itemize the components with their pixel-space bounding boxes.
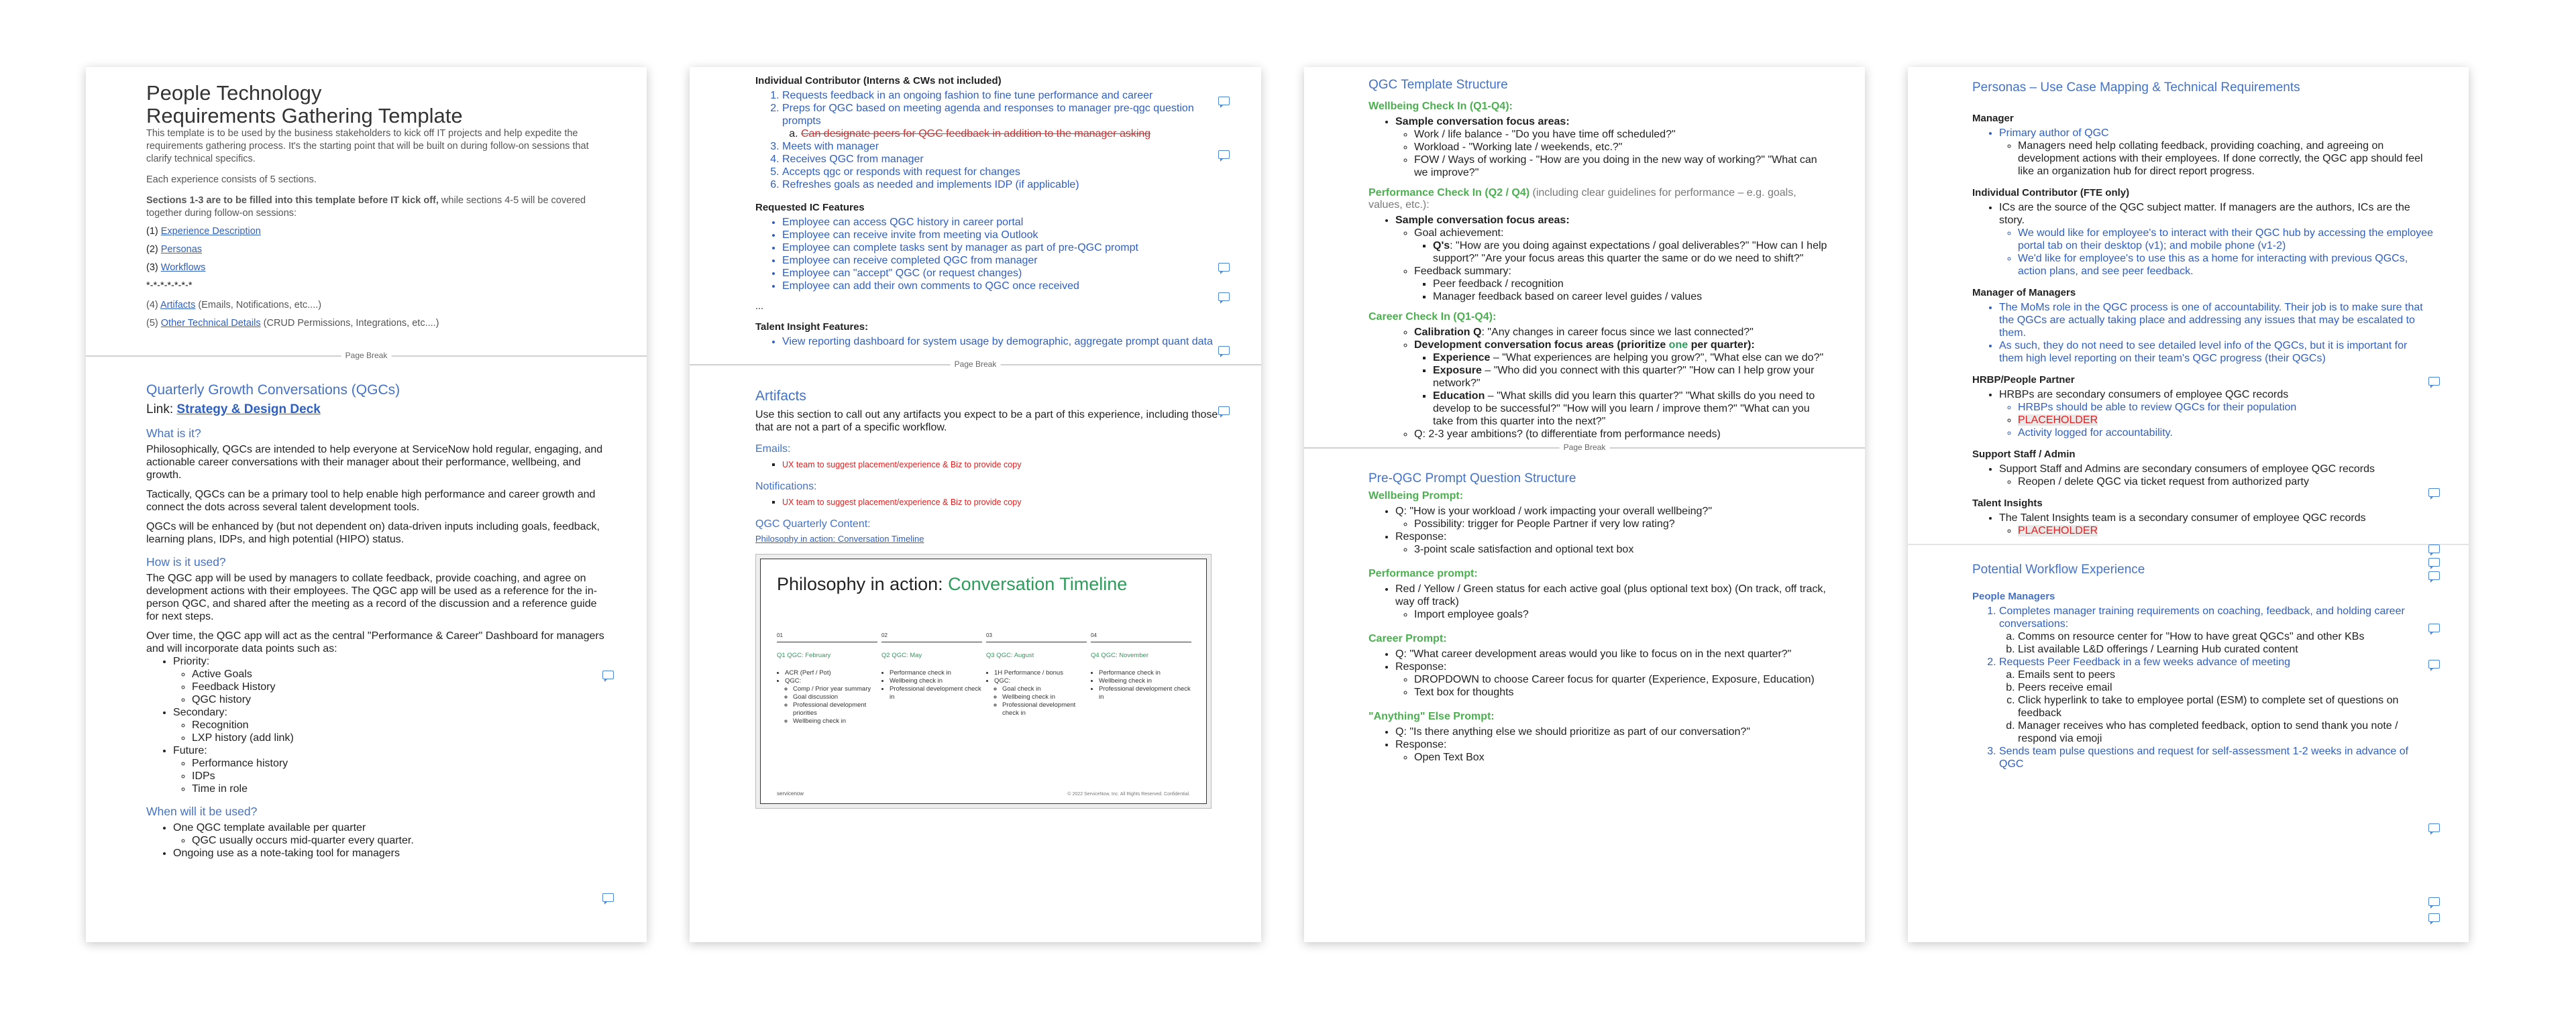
comment-icon[interactable] [2428,660,2440,669]
list-item: ◦ Professional development priorities [793,701,877,717]
how-p1: The QGC app will be used by managers to collate feedback, provide coaching, and agree on development actions with their employees. The QGC app will be used as a reference for the in-person QGC, and shared after the meeting as a record of the discussion and a reference guide for next steps. [146,573,598,622]
list-item: ◦ Open Text Box [1414,751,1830,764]
slide-copyright: © 2022 ServiceNow, Inc. All Rights Reserved. Confidential. [1067,792,1190,797]
pp-item: Red / Yellow / Green status for each active goal (plus optional text box) (On track, off track, way off track) [1395,583,1826,608]
dev-label: Development conversation focus areas (prioritize [1414,339,1669,351]
list-item: ◦ Goal check in [1002,685,1087,693]
document-page-3 [1304,67,1865,942]
list-item [1414,326,1830,339]
artifacts-heading: Artifacts [755,388,806,404]
comment-icon[interactable] [1218,346,1230,355]
list-item: 3. Meets with manager [782,140,1226,153]
list-item [173,655,612,706]
list-item: ◦ Managers need help collating feedback, providing coaching, and agreeing on development actions with their employees. If done correctly, the QGC app should feel like an organization hub for direct report progress. [2018,139,2434,178]
goal-achievement: Goal achievement: [1414,227,1504,239]
slide-col-quarter: Q3 QGC: August [986,652,1034,659]
section-divider: *-*-*-*-*-*-* [146,280,193,291]
list-item [1999,605,2434,656]
talent-insights-heading: Talent Insights [1972,498,2043,509]
list-item: 3. Sends team pulse questions and request for self-assessment 1-2 weeks in advance of QGC [1999,745,2434,770]
manager-heading: Manager [1972,113,2014,124]
hrbp-heading: HRBP/People Partner [1972,374,2075,386]
link-workflows[interactable]: Workflows [160,262,206,273]
comment-icon[interactable] [1218,263,1230,272]
support-heading: Support Staff / Admin [1972,449,2076,460]
list-item: ◦ IDPs [192,770,612,783]
notifications-item: UX team to suggest placement/experience & Biz to provide copy [782,498,1022,507]
list-item [801,127,1226,140]
list-item [1395,505,1830,530]
sections-count: Each experience consists of 5 sections. [146,174,317,185]
page-break [86,351,647,370]
list-item [785,677,877,726]
list-item [2018,524,2434,537]
comment-icon[interactable] [1218,97,1230,105]
dev-rest: per quarter): [1688,339,1755,351]
list-item: • Employee can add their own comments to QGC once received [782,280,1226,292]
list-item: • View reporting dashboard for system usage by demographic, aggregate prompt quant data [782,335,1226,348]
s1-num: (1) [146,226,158,237]
list-item: ◦ QGC history [192,693,612,706]
slide-title-b: Conversation Timeline [948,574,1128,594]
slide-col-quarter: Q4 QGC: November [1091,652,1149,659]
sections-note-rest: while sections 4-5 will be covered together during follow-on sessions: [146,195,586,219]
slide-qgc-label: QGC: [785,677,802,685]
list-item: ◦ Goal discussion [793,693,877,701]
list-item [782,458,1226,471]
list-item [1999,127,2434,178]
comment-icon[interactable] [2428,558,2440,567]
comment-icon[interactable] [2428,488,2440,497]
list-item: ◦ Q: 2-3 year ambitions? (to differentiate from performance needs) [1414,428,1830,441]
req-heading: Requested IC Features [755,202,865,213]
list-item [1395,115,1830,179]
feedback-summary: Feedback summary: [1414,266,1511,277]
slide-col-quarter: Q1 QGC: February [777,652,831,659]
future-label: Future: [173,745,207,756]
slide-logo: servicenow [777,791,804,797]
doc-title-line-1: People Technology [146,81,322,105]
link-label: Link: [146,402,177,416]
list-item: • Performance check in [890,669,982,677]
list-item: ◦ LXP history (add link) [192,732,612,744]
qs-label: Q's [1433,240,1450,251]
list-item [1395,530,1830,556]
list-item: ◦ Work / life balance - "Do you have time off scheduled?" [1414,128,1830,141]
list-item: ◦ FOW / Ways of working - "How are you doing in the new way of working?" "What can we improve?" [1414,154,1830,179]
qs-text: : "How are you doing against expectations / goal deliverables?" "How can I help support?" "Are your focus areas this quarter the same or do we need to shift?" [1433,240,1827,264]
list-item: 1. Requests feedback in an ongoing fashion to fine tune performance and career [782,89,1226,102]
secondary-label: Secondary: [173,707,227,718]
career-prompt-heading: Career Prompt: [1368,633,1447,644]
list-item: • Professional development check in [890,685,982,701]
list-item: ◦ Activity logged for accountability. [2018,426,2434,439]
what-p2: Tactically, QGCs can be a primary tool to help enable high performance and career growth and connect the dots across several talent development tools. [146,489,596,513]
list-item: ▪ Manager feedback based on career level guides / values [1433,290,1830,303]
list-item [1433,351,1830,364]
link-conversation-timeline[interactable]: Philosophy in action: Conversation Timeline [755,534,924,544]
list-item [1414,265,1830,303]
ellipsis: ... [755,301,764,312]
list-item: 4. Receives QGC from manager [782,153,1226,166]
page-break [1304,443,1865,462]
list-item: d. Manager receives who has completed feedback, option to send thank you note / respond via emoji [2018,720,2434,745]
list-item: • The MoMs role in the QGC process is one of accountability. Their job is to make sure that the QGCs are actually taking place and addressing any issues that may be escalated to them. [1999,301,2434,339]
what-heading: What is it? [146,426,201,440]
list-item: ◦ Text box for thoughts [1414,686,1830,699]
priority-label: Priority: [173,656,210,667]
pm-1: Completes manager training requirements on coaching, feedback, and holding career conversations: [1999,606,2405,630]
list-item: ◦ Wellbeing check in [793,717,877,726]
comment-icon[interactable] [2428,823,2440,832]
list-item: • Employee can receive invite from meeting via Outlook [782,229,1226,241]
list-item: • Performance check in [1099,669,1191,677]
exp-text: – "What experiences are helping you grow?", "What else can we do?" [1490,352,1824,363]
s5-rest: (CRUD Permissions, Integrations, etc....) [260,318,439,329]
comment-icon[interactable] [1218,292,1230,301]
list-item: ◦ Workload - "Working late / weekends, etc.?" [1414,141,1830,154]
sup-1: Support Staff and Admins are secondary consumers of employee QGC records [1999,463,2375,475]
list-item: ◦ 3-point scale satisfaction and optional text box [1414,543,1830,556]
list-item: b. Peers receive email [2018,681,2434,694]
s3-num: (3) [146,262,158,273]
response-label: Response: [1395,661,1447,673]
how-p2: Over time, the QGC app will act as the central "Performance & Career" Dashboard for managers and will incorporate data points such as: [146,630,604,654]
list-item [173,706,612,744]
list-item: • Q: "What career development areas would you like to focus on in the next quarter?" [1395,648,1830,660]
list-item: ◦ We'd like for employee's to use this as a home for interacting with previous QGCs, action plans, and see peer feedback. [2018,252,2434,278]
expo-label: Exposure [1433,365,1482,376]
sections-note-bold: Sections 1-3 are to be filled into this template before IT kick off, [146,195,439,206]
page-break-label: Page Break [1560,443,1610,452]
ic-list [755,89,1226,191]
how-heading: How is it used? [146,555,226,569]
calib-text: : "Any changes in career focus since we last connected?" [1481,327,1754,338]
people-managers-heading: People Managers [1972,591,2055,602]
document-page-2 [690,67,1261,942]
perf-h-rest: (including clear guidelines for performance – e.g. goals, values, etc.): [1368,187,1796,211]
list-item [1395,583,1830,621]
list-item [1433,239,1830,265]
comment-icon[interactable] [2428,571,2440,580]
list-item: ◦ Wellbeing check in [1002,693,1087,701]
comment-icon[interactable] [2428,624,2440,632]
list-item: c. Click hyperlink to take to employee portal (ESM) to complete set of questions on feedback [2018,694,2434,720]
list-item: 6. Refreshes goals as needed and implements IDP (if applicable) [782,178,1226,191]
placeholder-text: PLACEHOLDER [2018,525,2098,536]
list-item [1999,512,2434,537]
hrbp-1: HRBPs are secondary consumers of employee QGC records [1999,389,2289,400]
workflow-heading: Potential Workflow Experience [1972,563,2145,577]
list-item [1414,227,1830,265]
sections-note [146,194,612,220]
edu-text: – "What skills did you learn this quarter?" "What skills do you need to develop to be successful?" "How will you learn / improve them?" "What can you take from this quarter into the next?" [1433,390,1815,427]
list-item [173,744,612,795]
page-break [690,359,1261,379]
list-item [1395,214,1830,303]
comment-icon[interactable] [2428,377,2440,386]
list-item: • Ongoing use as a note-taking tool for managers [173,847,612,860]
exp-label: Experience [1433,352,1491,363]
slide-qgc-label: QGC: [994,677,1011,685]
page-break-label: Page Break [341,351,392,360]
list-item: ◦ We would like for employee's to interact with their QGC hub by accessing the employee portal tab on their desktop (v1); and mobile phone (v1-2) [2018,227,2434,252]
document-page-4 [1908,67,2469,942]
list-item: ◦ Performance history [192,757,612,770]
list-item: ▪ Peer feedback / recognition [1433,278,1830,290]
slide-col-2 [881,632,982,701]
list-item: • Employee can complete tasks sent by manager as part of pre-QGC prompt [782,241,1226,254]
ic-fte-heading: Individual Contributor (FTE only) [1972,187,2130,198]
comment-icon[interactable] [1218,150,1230,159]
list-item [1414,339,1830,428]
performance-prompt-heading: Performance prompt: [1368,568,1478,579]
list-item: • Employee can receive completed QGC from manager [782,254,1226,267]
template-structure-heading: QGC Template Structure [1368,78,1508,92]
slide-col-num: 01 [777,632,877,642]
list-item: • Q: "Is there anything else we should prioritize as part of our conversation?" [1395,726,1830,738]
list-item [1395,660,1830,699]
comment-icon[interactable] [2428,913,2440,922]
list-item [1999,388,2434,439]
slide-col-4 [1091,632,1191,701]
list-item: • Wellbeing check in [890,677,982,685]
notifications-heading: Notifications: [755,481,817,492]
slide-col-3 [986,632,1087,717]
calib-label: Calibration Q [1414,327,1482,338]
list-item [2018,414,2434,426]
slide-col-num: 04 [1091,632,1191,642]
list-item: ◦ Import employee goals? [1414,608,1830,621]
perf-h: Performance Check In (Q2 / Q4) [1368,187,1530,198]
list-item: ◦ QGC usually occurs mid-quarter every quarter. [192,834,612,847]
link-personas[interactable]: Personas [160,244,203,255]
qgc-title: Quarterly Growth Conversations (QGCs) [146,382,400,398]
emails-heading: Emails: [755,443,791,455]
ic-heading: Individual Contributor (Interns & CWs not included) [755,75,1002,87]
wellbeing-heading: Wellbeing Check In (Q1-Q4): [1368,101,1513,112]
link-strategy-design-deck[interactable]: Strategy & Design Deck [176,402,321,416]
list-item [1999,201,2434,278]
wellbeing-prompt-heading: Wellbeing Prompt: [1368,490,1464,502]
when-1: One QGC template available per quarter [173,822,366,833]
embedded-slide-image [755,554,1212,809]
list-item [1433,390,1830,428]
artifacts-text: Use this section to call out any artifacts you expect to be a part of this experience, including those that are not a part of a specific workflow. [755,409,1218,433]
list-item: ◦ Time in role [192,783,612,795]
list-item: ◦ Possibility: trigger for People Partner if very low rating? [1414,518,1830,530]
list-item: ◦ Comp / Prior year summary [793,685,877,693]
s4-rest: (Emails, Notifications, etc....) [195,300,322,310]
page-break-label: Page Break [951,359,1001,369]
list-item: ◦ DROPDOWN to choose Career focus for quarter (Experience, Exposure, Education) [1414,673,1830,686]
list-item: ◦ Active Goals [192,668,612,681]
comment-icon[interactable] [602,671,614,679]
document-page-1 [86,67,647,942]
slide-col-num: 02 [881,632,982,642]
list-item: • ACR (Perf / Pot) [785,669,877,677]
pm-2: Requests Peer Feedback in a few weeks advance of meeting [1999,656,2291,668]
placeholder-text: PLACEHOLDER [2018,414,2098,426]
list-item [1999,463,2434,488]
perf-focus: Sample conversation focus areas: [1395,215,1570,226]
mgr-1: Primary author of QGC [1999,127,2109,139]
list-item: a. Emails sent to peers [2018,669,2434,681]
intro-text: This template is to be used by the business stakeholders to kick off IT projects and help expedite the requirements gathering process. It's the starting point that will be built on during follow-on sessions that clarify technical specifics. [146,128,589,164]
edu-label: Education [1433,390,1485,402]
comment-icon[interactable] [2428,897,2440,906]
slide-col-num: 03 [986,632,1087,642]
data-points-list [146,655,612,795]
link-experience-description[interactable]: Experience Description [160,226,261,237]
anything-else-heading: "Anything" Else Prompt: [1368,711,1495,722]
wbp-q: Q: "How is your workload / work impacting your overall wellbeing?" [1395,506,1712,517]
comment-icon[interactable] [602,893,614,902]
list-item: b. List available L&D offerings / Learning Hub curated content [2018,643,2434,656]
list-item [782,496,1226,509]
list-item: ◦ Recognition [192,719,612,732]
emails-item: UX team to suggest placement/experience & Biz to provide copy [782,460,1022,469]
list-item: • Employee can "accept" QGC (or request changes) [782,267,1226,280]
list-item: ◦ Professional development check in [1002,701,1087,717]
struck-text: Can designate peers for QGC feedback in addition to the manager asking [801,128,1151,139]
list-item: • 1H Performance / bonus [994,669,1087,677]
icf-1: ICs are the source of the QGC subject matter. If managers are the authors, ICs are the story. [1999,202,2410,226]
list-item: • Wellbeing check in [1099,677,1191,685]
slide-title-a: Philosophy in action: [777,574,949,594]
list-item: ◦ HRBPs should be able to review QGCs for their population [2018,401,2434,414]
ti-1: The Talent Insights team is a secondary consumer of employee QGC records [1999,512,2366,524]
qgc-content-heading: QGC Quarterly Content: [755,518,871,530]
list-item: ◦ Feedback History [192,681,612,693]
wb-focus: Sample conversation focus areas: [1395,116,1570,127]
pre-qgc-heading: Pre-QGC Prompt Question Structure [1368,471,1576,485]
list-item: 5. Accepts qgc or responds with request for changes [782,166,1226,178]
link-other-technical-details[interactable]: Other Technical Details [160,318,261,329]
response-label: Response: [1395,531,1447,542]
dev-one: one [1668,339,1688,351]
slide-title [777,574,1127,595]
list-item: • Employee can access QGC history in career portal [782,216,1226,229]
list-item: • As such, they do not need to see detailed level info of the QGCs, but it is important for them high level reporting on their team's QGC progress (their QGCs) [1999,339,2434,365]
what-p1: Philosophically, QGCs are intended to help everyone at ServiceNow hold regular, engaging, and actionable career conversations with their manager about their performance, wellbeing, and growth. [146,444,603,481]
comment-icon[interactable] [2428,544,2440,553]
list-item [782,102,1226,140]
comment-icon[interactable] [1218,406,1230,415]
ti-heading: Talent Insight Features: [755,321,869,333]
link-artifacts[interactable]: Artifacts [160,300,196,310]
doc-title-line-2: Requirements Gathering Template [146,104,463,127]
s4-num: (4) [146,300,158,310]
ic-item-2: Preps for QGC based on meeting agenda and responses to manager pre-qgc question prompts [782,103,1194,127]
list-item [1395,738,1830,764]
list-item: ◦ Reopen / delete QGC via ticket request from authorized party [2018,475,2434,488]
list-item [173,821,612,847]
response-label: Response: [1395,739,1447,750]
when-heading: When will it be used? [146,805,258,818]
performance-heading [1368,187,1830,211]
mom-heading: Manager of Managers [1972,287,2076,298]
slide-col-1 [777,632,877,726]
list-item [1999,656,2434,745]
what-p3: QGCs will be enhanced by (but not dependent on) data-driven inputs including goals, feedback, learning plans, IDPs, and high potential (HIPO) status. [146,521,600,545]
expo-text: – "Who did you connect with this quarter?" "How can I help grow your network?" [1433,365,1815,389]
slide-col-quarter: Q2 QGC: May [881,652,922,659]
career-heading: Career Check In (Q1-Q4): [1368,311,1497,323]
s2-num: (2) [146,244,158,255]
list-item [994,677,1087,717]
list-item: a. Comms on resource center for "How to have great QGCs" and other KBs [2018,630,2434,643]
list-item [1433,364,1830,390]
list-item: • Professional development check in [1099,685,1191,701]
s5-num: (5) [146,318,158,329]
personas-heading: Personas – Use Case Mapping & Technical Requirements [1972,80,2300,95]
